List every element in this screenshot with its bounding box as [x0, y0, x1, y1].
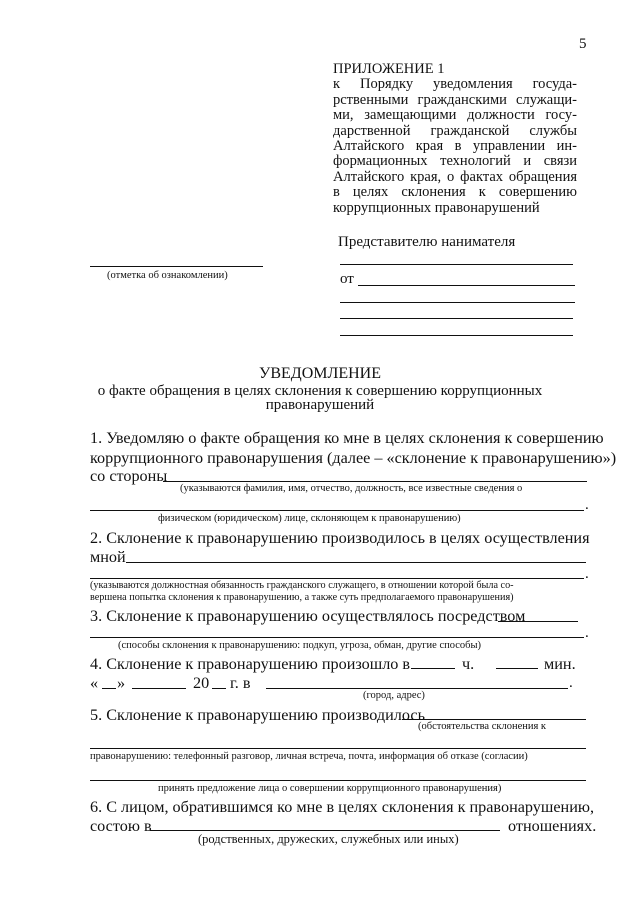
document-subtitle: о факте обращения в целях склонения к совершению коррупционных	[97, 383, 543, 399]
acknowledgment-line[interactable]	[90, 266, 263, 267]
item5-hint: правонарушению: телефонный разговор, личная встреча, почта, информация об отказе (согласии)	[90, 751, 528, 762]
appendix-line: ми, замещающими должности госу-	[333, 107, 577, 124]
item5-input-line[interactable]	[402, 719, 586, 720]
hours-label: ч.	[462, 655, 475, 673]
item3-input-line-2[interactable]	[90, 637, 584, 638]
item2-text: 2. Склонение к правонарушению производилось в целях осуществления	[90, 529, 590, 547]
line-end-dot: .	[585, 625, 589, 641]
from-input-line[interactable]	[358, 285, 575, 286]
line-end-dot: .	[585, 566, 589, 582]
item6-text: отношениях.	[508, 817, 597, 835]
item2-input-line-2[interactable]	[90, 578, 584, 579]
appendix-line: в целях склонения к совершению	[333, 184, 577, 201]
day-input-line[interactable]	[102, 688, 116, 689]
month-input-line[interactable]	[132, 688, 186, 689]
addressee-line[interactable]	[340, 335, 573, 336]
addressee-line[interactable]	[340, 264, 573, 265]
item3-text: 3. Склонение к правонарушению осуществлялось посредством	[90, 607, 526, 625]
item5-input-line-3[interactable]	[90, 780, 586, 781]
year-prefix: 20	[193, 674, 210, 692]
document-subtitle-cont: правонарушений	[265, 397, 375, 413]
relationship-input-line[interactable]	[150, 830, 500, 831]
item1-text: коррупционного правонарушения (далее – «склонение к правонарушению»)	[90, 449, 617, 467]
appendix-line: к Порядку уведомления госуда-	[333, 76, 577, 93]
item5-hint: (обстоятельства склонения к	[418, 721, 547, 732]
item5-text: 5. Склонение к правонарушению производилось	[90, 706, 425, 724]
minutes-label: мин.	[544, 655, 576, 673]
appendix-line: дарственной гражданской службы	[333, 122, 577, 139]
day-quote-open: «	[90, 674, 99, 692]
appendix-line: Алтайского края, о фактах обращения	[333, 168, 577, 185]
year-suffix: г. в	[230, 674, 251, 692]
from-label: от	[340, 271, 354, 287]
addressee-line[interactable]	[340, 318, 573, 319]
item4-hint: (город, адрес)	[363, 690, 425, 701]
line-end-dot: .	[585, 497, 589, 513]
item1-input-line-2[interactable]	[90, 510, 584, 511]
appendix-line: рственными гражданскими служащи-	[333, 91, 577, 108]
appendix-block	[333, 62, 577, 216]
item1-input-line[interactable]	[163, 481, 587, 482]
item5-hint: принять предложение лица о совершении коррупционного правонарушения)	[158, 783, 502, 794]
appendix-line: формационных технологий и связи	[333, 153, 577, 170]
addressee-line[interactable]	[340, 302, 575, 303]
item2-input-line[interactable]	[126, 562, 586, 563]
hours-input-line[interactable]	[411, 668, 455, 669]
item6-text: состою в	[90, 817, 152, 835]
item5-input-line-2[interactable]	[90, 748, 586, 749]
item6-text: 6. С лицом, обратившимся ко мне в целях склонения к правонарушению,	[90, 798, 595, 816]
acknowledgment-note: (отметка об ознакомлении)	[107, 270, 228, 281]
item4-text: 4. Склонение к правонарушению произошло в	[90, 655, 411, 673]
day-quote-close: »	[117, 674, 126, 692]
representative-label: Представителю нанимателя	[338, 234, 516, 250]
item3-input-line[interactable]	[498, 621, 578, 622]
item2-hint: вершена попытка склонения к правонарушению, а также суть предполагаемого правонарушения)	[90, 592, 514, 603]
appendix-line: ПРИЛОЖЕНИЕ 1	[333, 61, 445, 77]
appendix-line: коррупционных правонарушений	[333, 199, 540, 216]
item6-hint: (родственных, дружеских, служебных или иных)	[198, 832, 459, 846]
document-title: УВЕДОМЛЕНИЕ	[259, 365, 381, 382]
item1-hint: (указываются фамилия, имя, отчество, должность, все известные сведения о	[180, 483, 523, 494]
item1-text: 1. Уведомляю о факте обращения ко мне в целях склонения к совершению	[90, 429, 604, 447]
item1-hint: физическом (юридическом) лице, склоняющем к правонарушению)	[158, 513, 461, 524]
page-number: 5	[579, 36, 587, 52]
item3-hint: (способы склонения к правонарушению: подкуп, угроза, обман, другие способы)	[118, 640, 482, 651]
item2-hint: (указываются должностная обязанность гражданского служащего, в отношении которой была со-	[90, 580, 514, 591]
item2-text: мной	[90, 548, 126, 566]
minutes-input-line[interactable]	[496, 668, 538, 669]
year-input-line[interactable]	[212, 688, 226, 689]
appendix-line: Алтайского края в управлении ин-	[333, 138, 577, 155]
item1-text: со стороны	[90, 467, 168, 485]
city-address-input-line[interactable]	[266, 688, 568, 689]
line-end-dot: .	[569, 675, 573, 691]
